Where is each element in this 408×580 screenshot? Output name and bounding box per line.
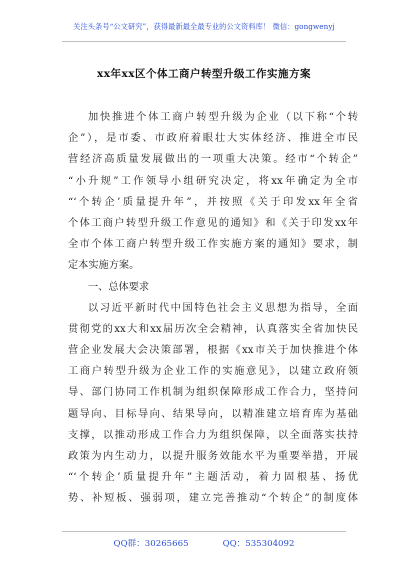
body-line: 个体工商户转型升级工作意见的通知》和《关于印发xx年 bbox=[68, 217, 358, 229]
body-line: 题导向、目标导向、结果导向，以精准建立培育库为基础 bbox=[68, 408, 358, 420]
section-heading: 一、总体要求 bbox=[88, 281, 150, 293]
body-line: 以习近平新时代中国特色社会主义思想为指导，全面 bbox=[88, 302, 358, 314]
footer-divider bbox=[62, 531, 346, 532]
document-body bbox=[68, 107, 358, 510]
body-line: 营企业发展大会决策部署，根据《xx市关于加快推进个体 bbox=[68, 345, 358, 357]
body-line: 势、补短板、强弱项，建立完善推动“个转企”的制度体 bbox=[68, 493, 358, 505]
body-line: 贯彻党的xx大和xx届历次全会精神，认真落实全省加快民 bbox=[68, 323, 358, 335]
body-line: 营经济高质量发展做出的一项重大决策。经市“个转企” bbox=[68, 154, 358, 166]
body-line: 支撑，以推动形成工作合力为组织保障，以全面落实扶持 bbox=[68, 429, 358, 441]
body-line: 导、部门协同工作机制为组织保障形成工作合力，坚持问 bbox=[68, 387, 358, 399]
body-line: “小升规”工作领导小组研究决定，将xx年确定为全市 bbox=[68, 175, 358, 187]
body-line: “‘个转企’质量提升年”主题活动，着力固根基、扬优 bbox=[68, 472, 358, 484]
header-promo-note: 关注头条号“公文研究”，获得最新最全最专业的公文资料库！ 微信：gongwenyj bbox=[73, 22, 335, 31]
body-line: 工商户转型升级为企业工作的实施意见》，以建立政府领 bbox=[68, 366, 358, 378]
body-line: 企”），是市委、市政府着眼壮大实体经济、推进全市民 bbox=[68, 133, 358, 145]
body-line: 定本实施方案。 bbox=[68, 260, 140, 272]
body-line: “‘个转企’质量提升年”，并按照《关于印发xx年全省 bbox=[68, 196, 358, 208]
footer-contact bbox=[0, 537, 408, 549]
body-line: 政策为内生动力，以提升服务效能水平为重要举措，开展 bbox=[68, 451, 358, 462]
header-divider bbox=[62, 41, 346, 42]
footer-qq-group: QQ群：30265665 bbox=[113, 539, 189, 549]
footer-qq-number: QQ：535304092 bbox=[222, 539, 295, 549]
body-line: 加快推进个体工商户转型升级为企业（以下称“个转 bbox=[88, 112, 358, 123]
document-title: xx年xx区个体工商户转型升级工作实施方案 bbox=[96, 68, 312, 80]
body-line: 全市个体工商户转型升级工作实施方案的通知》要求，制 bbox=[68, 239, 358, 251]
